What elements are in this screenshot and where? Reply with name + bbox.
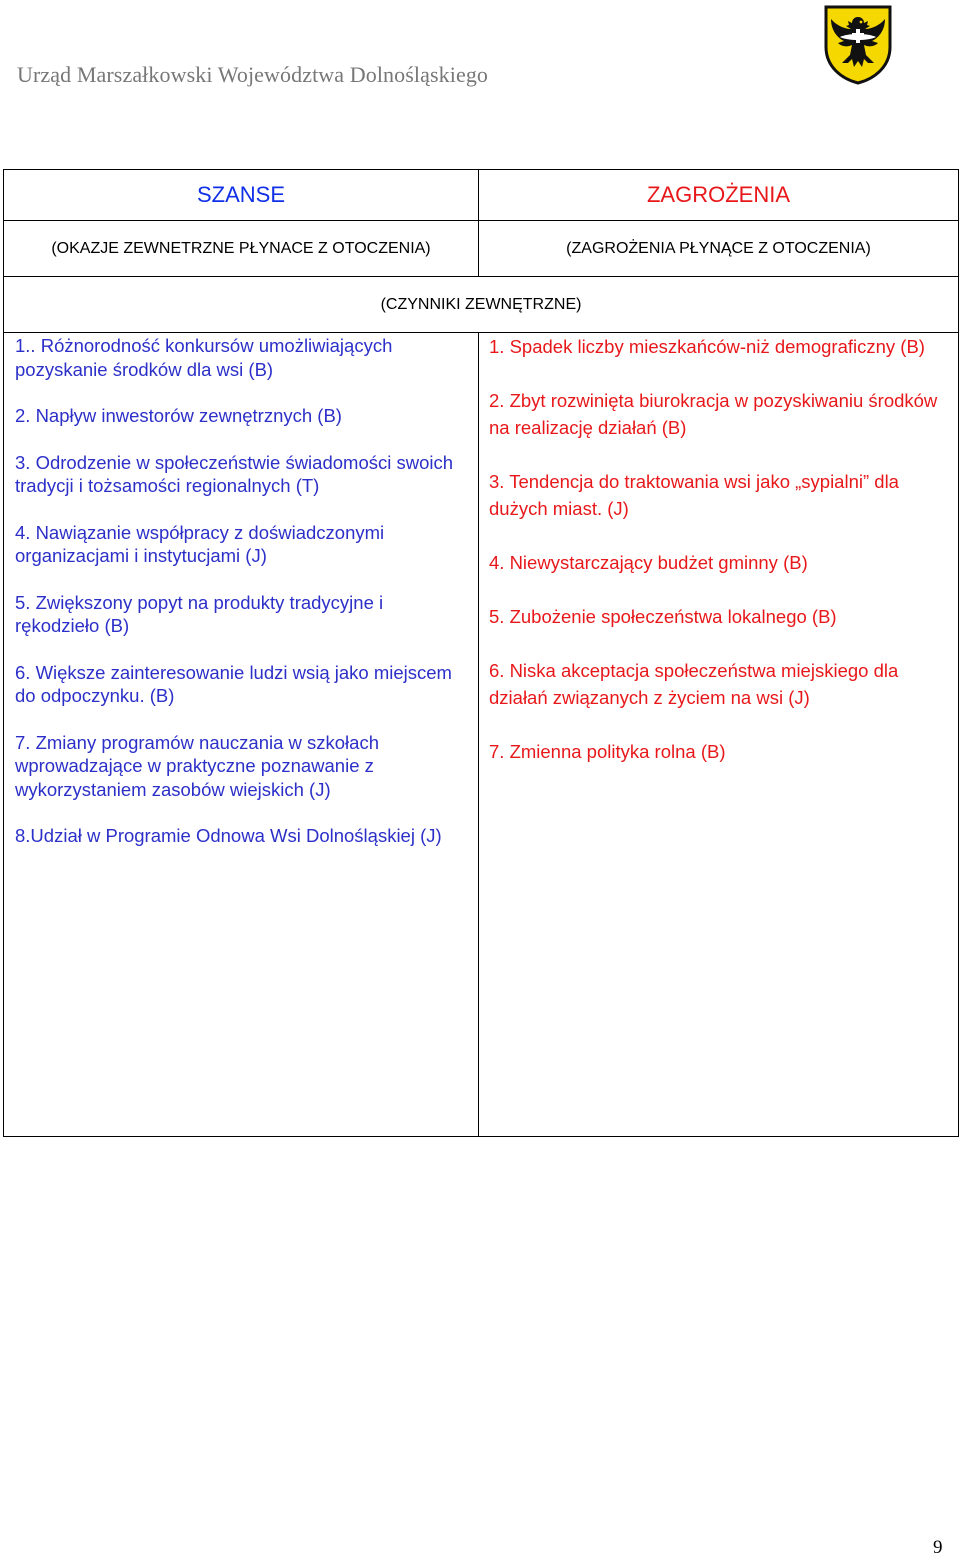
opportunities-list <box>4 334 478 848</box>
opportunity-item: 4. Nawiązanie współpracy z doświadczonymi organizacjami i instytucjami (J) <box>15 521 385 566</box>
threat-item: 7. Zmienna polityka rolna (B) <box>489 741 726 762</box>
threat-item: 6. Niska akceptacja społeczeństwa miejskiego dla działań związanych z życiem na wsi (J) <box>489 660 899 708</box>
opportunities-subtitle: (OKAZJE ZEWNETRZNE PŁYNACE Z OTOCZENIA) <box>4 221 479 277</box>
opportunity-item: 8.Udział w Programie Odnowa Wsi Dolnośląskiej (J) <box>15 825 442 846</box>
threat-item: 3. Tendencja do traktowania wsi jako „sypialni” dla dużych miast. (J) <box>489 471 899 519</box>
opportunities-list-cell <box>4 333 479 1137</box>
threats-list <box>479 333 958 765</box>
opportunity-item: 5. Zwiększony popyt na produkty tradycyjne i rękodzieło (B) <box>15 591 384 636</box>
threat-item: 4. Niewystarczający budżet gminny (B) <box>489 552 808 573</box>
opportunity-item: 3. Odrodzenie w społeczeństwie świadomości swoich tradycji i tożsamości regionalnych (T) <box>15 451 454 496</box>
threats-list-cell <box>479 333 959 1137</box>
opportunity-item: 1.. Różnorodność konkursów umożliwiających pozyskanie środków dla wsi (B) <box>15 335 393 380</box>
threat-item: 2. Zbyt rozwinięta biurokracja w pozyskiwaniu środków na realizację działań (B) <box>489 390 938 438</box>
opportunity-item: 7. Zmiany programów nauczania w szkołach wprowadzające w praktyczne poznawanie z wykorzystaniem zasobów wiejskich (J) <box>15 731 379 800</box>
threat-item: 1. Spadek liczby mieszkańców-niż demograficzny (B) <box>489 336 925 357</box>
threat-item: 5. Zubożenie społeczeństwa lokalnego (B) <box>489 606 837 627</box>
header-title: Urząd Marszałkowski Województwa Dolnośląskiego <box>17 62 489 87</box>
page-number: 9 <box>933 1537 943 1558</box>
swot-table <box>3 169 959 1137</box>
opportunity-item: 6. Większe zainteresowanie ludzi wsią jako miejscem do odpoczynku. (B) <box>15 661 452 706</box>
external-factors-label: (CZYNNIKI ZEWNĘTRZNE) <box>4 277 959 333</box>
opportunity-item: 2. Napływ inwestorów zewnętrznych (B) <box>15 405 342 426</box>
threats-title: ZAGROŻENIA <box>479 170 959 221</box>
threats-subtitle: (ZAGROŻENIA PŁYNĄCE Z OTOCZENIA) <box>479 221 959 277</box>
opportunities-title: SZANSE <box>4 170 479 221</box>
silesia-eagle-crest-icon <box>822 3 894 85</box>
